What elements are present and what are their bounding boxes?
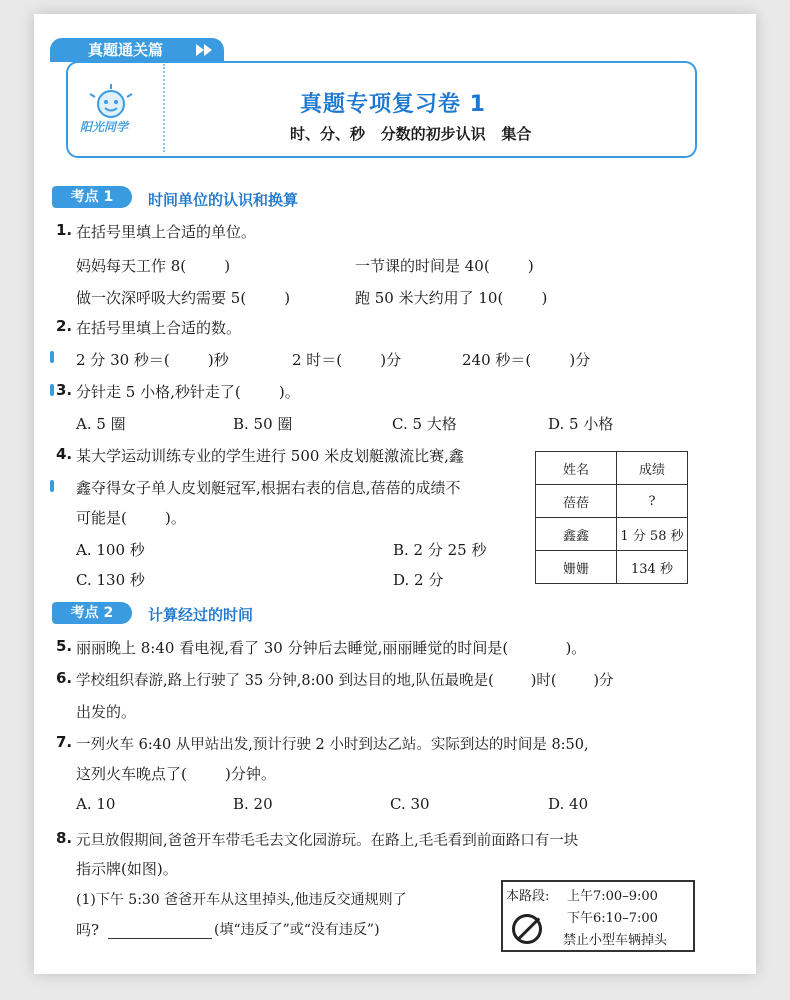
table-header-row [536, 452, 688, 485]
question-text: 出发的。 [76, 703, 137, 721]
question-text: 一列火车 6:40 从甲站出发,预计行驶 2 小时到达乙站。实际到达的时间是 8:50, [76, 737, 589, 753]
question-number: 3. [56, 381, 73, 399]
answer-line: 2 时＝( )分 [292, 351, 402, 369]
question-text: 在括号里填上合适的数。 [76, 319, 242, 337]
choice-a: A. 10 [76, 795, 116, 813]
table-cell: 134 秒 [617, 551, 688, 584]
section-title-2: 计算经过的时间 [148, 606, 254, 624]
question-text: 丽丽晚上 8:40 看电视,看了 30 分钟后去睡觉,丽丽睡觉的时间是( )。 [76, 639, 587, 657]
section-tab [50, 38, 224, 62]
sign-label: 本路段: [506, 889, 550, 904]
table-cell: 1 分 58 秒 [617, 518, 688, 551]
choice-d: D. 5 小格 [548, 415, 614, 433]
question-number: 4. [56, 445, 73, 463]
question-number: 8. [56, 829, 73, 847]
question-number: 6. [56, 669, 73, 687]
table-row [536, 518, 688, 551]
sign-line: 禁止小型车辆掉头 [563, 933, 668, 948]
choice-d: D. 40 [548, 795, 589, 813]
answer-line: 一节课的时间是 40( ) [355, 257, 534, 275]
page-subtitle: 时、分、秒 分数的初步认识 集合 [290, 125, 532, 143]
choice-a: A. 100 秒 [76, 541, 145, 559]
choice-c: C. 30 [390, 795, 430, 813]
table-header: 姓名 [536, 452, 617, 485]
margin-mark [50, 384, 54, 396]
choice-c: C. 5 大格 [392, 415, 457, 433]
section-title-1: 时间单位的认识和换算 [148, 191, 299, 209]
answer-line: 跑 50 米大约用了 10( ) [355, 289, 548, 307]
question-text: 元旦放假期间,爸爸开车带毛毛去文化园游玩。在路上,毛毛看到前面路口有一块 [76, 833, 579, 849]
answer-line: 做一次深呼吸大约需要 5( ) [76, 289, 291, 307]
sign-line: 下午6:10–7:00 [567, 911, 658, 926]
page-title: 真题专项复习卷 1 [300, 92, 486, 117]
table-cell: 姗姗 [536, 551, 617, 584]
sub-question-text: 吗? [76, 921, 100, 939]
sub-question-hint: (填“违反了”或“没有违反”) [214, 922, 380, 938]
logo [76, 82, 146, 138]
choice-b: B. 20 [233, 795, 273, 813]
question-number: 1. [56, 221, 73, 239]
table-row [536, 485, 688, 518]
choice-a: A. 5 圈 [76, 415, 126, 433]
question-text: 分针走 5 小格,秒针走了( )。 [76, 383, 300, 401]
margin-mark [50, 351, 54, 363]
sun-mascot-icon [76, 82, 146, 122]
table-cell: 鑫鑫 [536, 518, 617, 551]
question-text: 学校组织春游,路上行驶了 35 分钟,8:00 到达目的地,队伍最晚是( )时( )分 [76, 673, 614, 689]
choice-c: C. 130 秒 [76, 571, 145, 589]
question-text: 指示牌(如图)。 [76, 860, 178, 878]
sign-line: 上午7:00–9:00 [567, 889, 658, 904]
header-divider [163, 64, 165, 152]
question-text: 在括号里填上合适的单位。 [76, 223, 257, 241]
question-text: 这列火车晚点了( )分钟。 [76, 765, 276, 783]
answer-line: 2 分 30 秒＝( )秒 [76, 351, 229, 369]
table-header: 成绩 [617, 452, 688, 485]
question-text: 可能是( )。 [76, 509, 186, 527]
section-badge-2: 考点 2 [52, 602, 132, 624]
question-text: 某大学运动训练专业的学生进行 500 米皮划艇激流比赛,鑫 [76, 447, 464, 465]
table-row [536, 551, 688, 584]
section-badge-1: 考点 1 [52, 186, 132, 208]
section-tab-label: 真题通关篇 [88, 41, 164, 59]
choice-b: B. 50 圈 [233, 415, 293, 433]
answer-blank[interactable] [108, 938, 212, 939]
question-number: 7. [56, 733, 73, 751]
answer-line: 240 秒＝( )分 [462, 351, 591, 369]
question-number: 5. [56, 637, 73, 655]
margin-mark [50, 480, 54, 492]
no-u-turn-icon [512, 914, 542, 944]
table-cell: 蓓蓓 [536, 485, 617, 518]
choice-d: D. 2 分 [393, 571, 444, 589]
play-arrow-icon [194, 43, 216, 57]
question-number: 2. [56, 317, 73, 335]
sub-question-text: (1)下午 5:30 爸爸开车从这里掉头,他违反交通规则了 [76, 892, 407, 908]
table-cell: ? [617, 485, 688, 518]
logo-text: 阳光同学 [80, 120, 129, 134]
question-text: 鑫夺得女子单人皮划艇冠军,根据右表的信息,蓓蓓的成绩不 [76, 479, 461, 497]
choice-b: B. 2 分 25 秒 [393, 541, 487, 559]
answer-line: 妈妈每天工作 8( ) [76, 257, 231, 275]
score-table [535, 451, 688, 584]
